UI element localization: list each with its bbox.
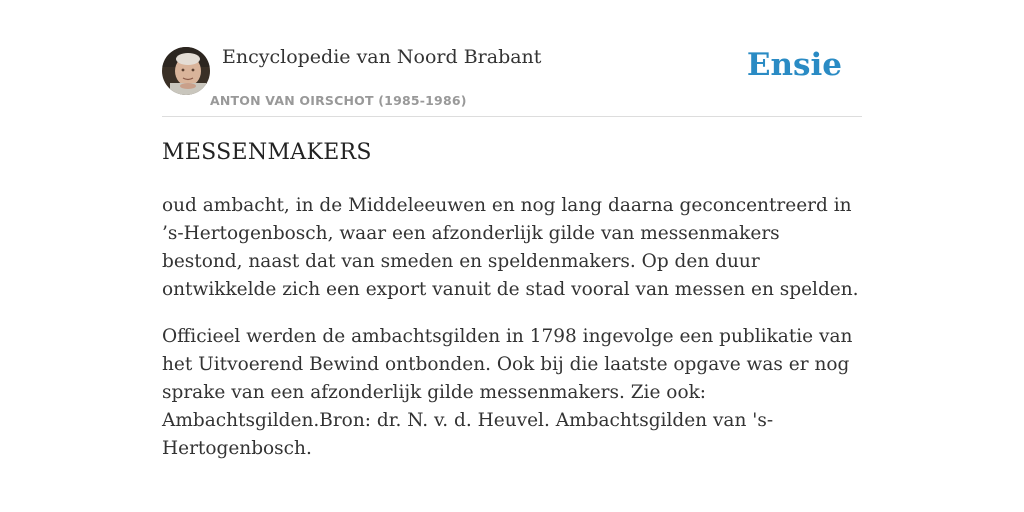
- article-header: [162, 0, 862, 117]
- avatar[interactable]: [162, 47, 210, 95]
- source-title[interactable]: Encyclopedie van Noord Brabant: [222, 46, 542, 68]
- author-name[interactable]: ANTON VAN OIRSCHOT (1985-1986): [210, 93, 467, 108]
- article-paragraph: oud ambacht, in de Middeleeuwen en nog lang daarna geconcentreerd in ’s-Hertogenbosch, waar een afzonderlijk gilde van messenmakers bestond, naast dat van smeden en speldenmakers. Op den duur ontwikkelde zich een export vanuit de stad vooral van messen en spelden.: [162, 195, 859, 300]
- article-paragraph: Officieel werden de ambachtsgilden in 1798 ingevolge een publikatie van het Uitvoerend Bewind ontbonden. Ook bij die laatste opgave was er nog sprake van een afzonderlijk gilde messenmakers. Zie ook: Ambachtsgilden.Bron: dr. N. v. d. Heuvel. Ambachtsgilden van 's-Hertogenbosch.: [162, 326, 853, 459]
- brand-logo[interactable]: Ensie: [746, 47, 842, 83]
- author-portrait-icon: [162, 47, 210, 95]
- article-card: [162, 0, 862, 459]
- page-title: MESSENMAKERS: [162, 140, 372, 165]
